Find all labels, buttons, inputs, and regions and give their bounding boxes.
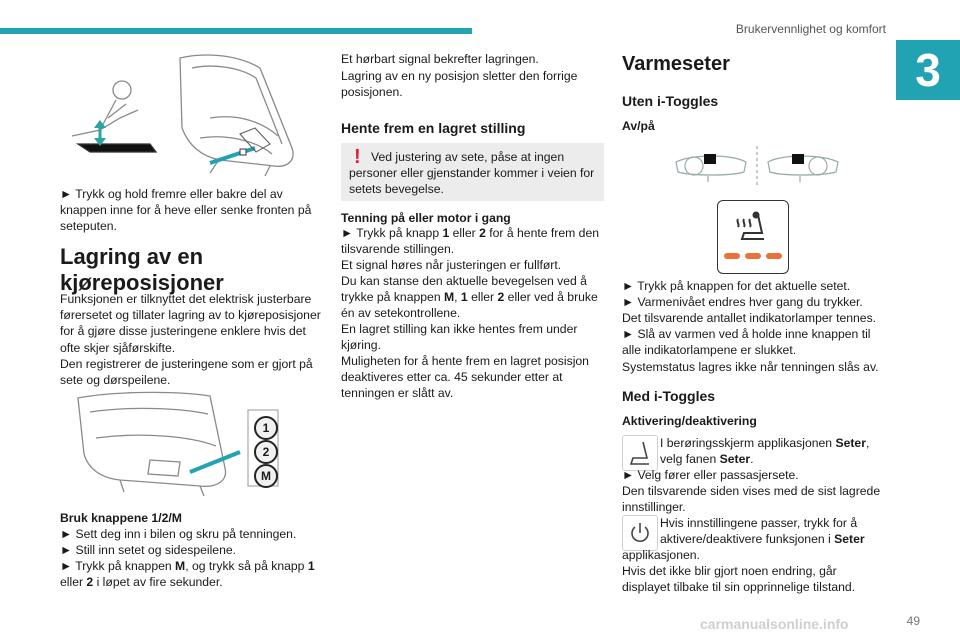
heat-level-lamp-2 [745,253,761,259]
status-not-stored-text: Systemstatus lagres ikke når tenningen slås av. [622,360,879,374]
text: 1 [307,559,315,573]
text: 1 [442,226,450,240]
text: M [175,559,186,573]
text: eller [449,226,480,240]
heading-line-1: Lagring av en [60,244,204,269]
text: Seter [835,436,866,450]
power-icon-box [622,515,658,551]
step-press-m [60,558,322,590]
text: 1 [460,290,468,305]
new-position-text: Lagring av en ny posisjon sletter den forrige posisjonen. [341,69,578,100]
text: 2 [479,226,486,240]
audible-signal-text: Et hørbart signal bekrefter lagringen. [341,52,539,66]
recall-deactivation-text: Muligheten for å hente frem en lagret posisjon deaktiveres etter ca. 45 sekunder etter at tenningen er slått av. [341,354,589,401]
text: ► Trykk på knapp [341,226,443,240]
text: I berøringsskjerm applikasjonen [660,436,836,450]
adjustment-complete-text: Et signal høres når justeringen er fullført. [341,258,562,272]
recall-step [341,225,603,257]
app-instruction-line-1 [660,435,886,451]
memory-button-2[interactable]: 2 [254,440,278,464]
text: velg fanen [660,452,720,466]
power-icon [623,516,657,550]
section-title: Brukervennlighet og komfort [735,22,886,36]
warning-icon: ! [354,146,361,168]
chapter-tab: 3 [896,40,960,100]
ignition-on-heading: Tenning på eller motor i gang [341,211,511,225]
seat-icon [623,436,657,470]
press-button-step: ► Trykk på knappen for det aktuelle setet. [622,279,851,293]
select-seat-step: ► Velg fører eller passasjersete. [622,468,799,482]
text: 2 [86,575,94,590]
application-word: applikasjonen. [622,548,700,562]
heading-store-driving-position [60,244,322,296]
text: Du kan stanse den aktuelle bevegelsen ved å trykke på knappen [341,274,587,305]
text: Seter [719,452,751,466]
dashboard-seat-diagram [672,142,842,190]
step-sit-in: ► Sett deg inn i bilen og skru på tenningen. [60,527,297,541]
heat-level-lamp-3 [766,253,782,259]
memory-buttons-illustration [60,388,322,498]
heated-seats-heading: Varmeseter [622,53,730,75]
use-buttons-heading: Bruk knappene 1/2/M [60,511,182,525]
activation-heading: Aktivering/deaktivering [622,414,757,428]
memory-button-1[interactable]: 1 [254,416,278,440]
memory-function-description: Funksjonen er tilknyttet det elektrisk justerbare førersetet og tillater lagring av to kjøreposisjoner for å gjøre disse justeringene enklere hvis det ofte skjer sjåførskifte. [60,292,321,355]
text: , [454,290,461,305]
seat-app-icon [622,435,658,471]
text: , og trykk så på knapp [185,559,308,573]
text: aktivere/deaktivere funksjonen i [660,532,835,546]
text: eller [467,290,498,305]
turn-off-step: ► Slå av varmen ved å holde inne knappen til alle indikatorlampene er slukket. [622,327,871,358]
text: 2 [497,290,505,305]
text: for å hente frem den tilsvarende stillingen. [341,226,599,257]
seat-heating-icon [734,211,772,245]
header-accent-bar [0,28,472,34]
text: i løpet av fire sekunder. [93,575,223,590]
heat-level-step: ► Varmenivået endres hver gang du trykker. Det tilsvarende antallet indikatorlamper tennes. [622,295,877,326]
app-instruction-line-2 [660,451,886,467]
page-number: 49 [906,614,920,628]
text: eller ved å bruke én av setekontrollene. [341,290,598,321]
watermark: carmanualsonline.info [700,616,849,632]
confirm-instruction-line-1: Hvis innstillingene passer, trykk for å [660,516,858,530]
on-off-heading: Av/på [622,119,655,133]
warning-text: Ved justering av sete, påse at ingen personer eller gjenstander kommer i veien for setets bevegelse. [349,150,595,197]
text: Seter [834,532,865,546]
seat-height-instruction: ► Trykk og hold fremre eller bakre del av knappen inne for å heve eller senke fronten på seteputen. [60,187,312,234]
memory-registers-description: Den registrerer de justeringene som er gjort på sete og dørspeilene. [60,357,313,388]
heading-line-2: kjøreposisjoner [60,270,224,295]
memory-button-m[interactable]: M [254,464,278,488]
confirm-instruction-line-2 [660,531,886,547]
step-adjust: ► Still inn setet og sidespeilene. [60,543,237,557]
heat-level-lamp-1 [724,253,740,259]
text: eller [60,575,87,590]
seat-heating-button[interactable] [717,200,789,274]
text: M [443,290,455,305]
text: . [750,452,754,466]
without-itoggles-heading: Uten i-Toggles [622,93,719,109]
with-itoggles-heading: Med i-Toggles [622,388,716,404]
text: , [865,436,870,450]
no-recall-while-driving-text: En lagret stilling kan ikke hentes frem under kjøring. [341,322,578,353]
warning-box [341,143,604,201]
no-change-text: Hvis det ikke blir gjort noen endring, går displayet tilbake til sin opprinnelige tilstand. [622,564,856,595]
seat-front-height-illustration [60,48,322,178]
page-displayed-text: Den tilsvarende siden vises med de sist lagrede innstillinger. [622,484,881,515]
text: ► Trykk på knappen [60,559,176,573]
stop-movement-text [341,273,603,322]
recall-heading: Hente frem en lagret stilling [341,120,526,136]
